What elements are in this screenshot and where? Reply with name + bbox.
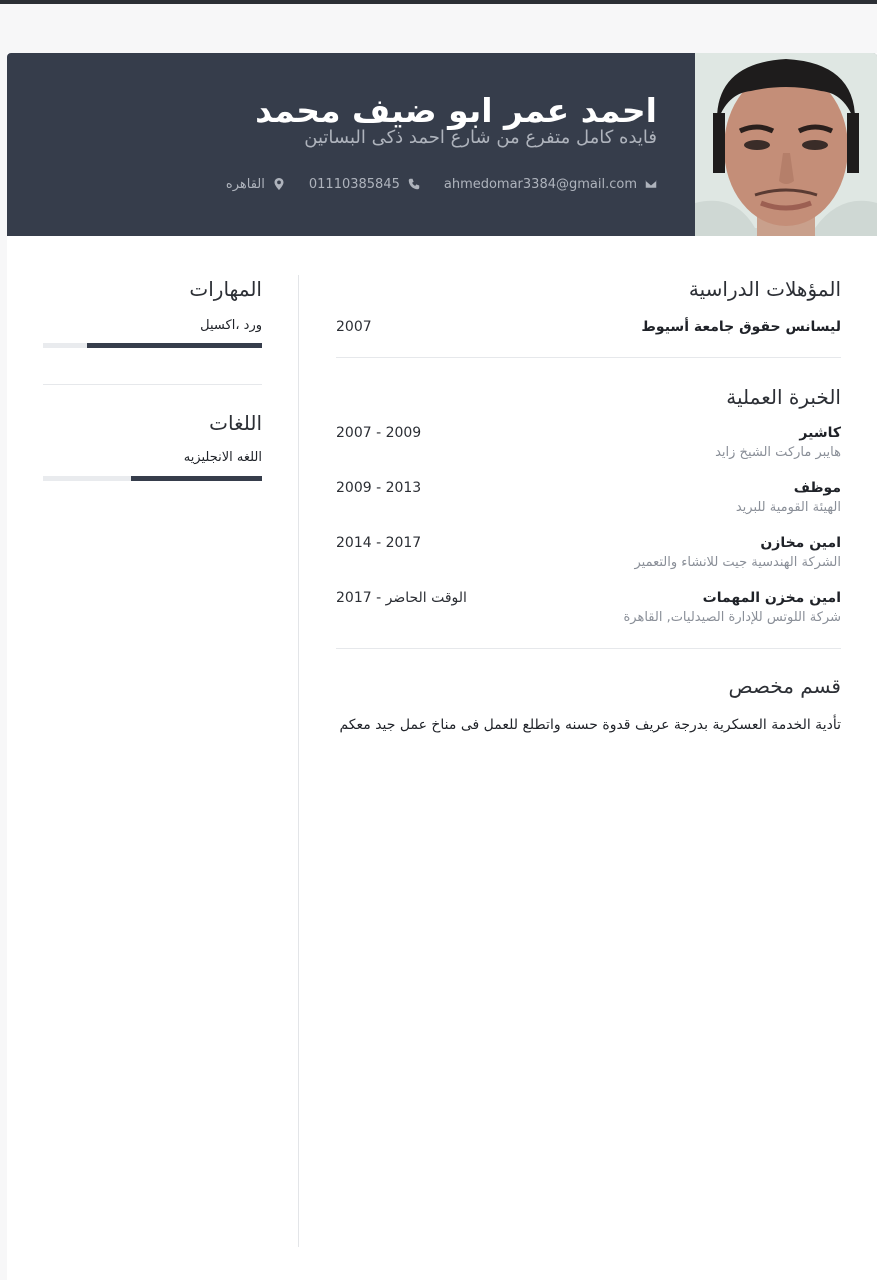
section-divider xyxy=(336,357,841,358)
map-marker-icon xyxy=(273,178,285,190)
custom-section-text: تأدية الخدمة العسكرية بدرجة عريف قدوة حسنه واتطلع للعمل فى مناخ عمل جيد معكم xyxy=(339,717,841,733)
experience-title: الخبرة العملية xyxy=(726,385,841,409)
resume-sheet xyxy=(7,53,877,1280)
envelope-icon xyxy=(645,178,657,190)
education-year: 2007 xyxy=(336,319,372,335)
contact-location xyxy=(226,177,285,192)
custom-section-title: قسم مخصص xyxy=(728,674,841,698)
experience-period: 2007 - 2009 xyxy=(336,425,422,441)
contact-list xyxy=(226,175,657,193)
contact-phone[interactable] xyxy=(309,177,420,192)
experience-period: 2014 - 2017 xyxy=(336,535,422,551)
skill-level-bar xyxy=(43,343,262,348)
education-degree: ليسانس حقوق جامعة أسيوط xyxy=(641,319,841,335)
person-address-subtitle: فايده كامل متفرع من شارع احمد ذكى البساتين xyxy=(304,127,657,148)
experience-item xyxy=(336,478,841,533)
resume-header xyxy=(7,53,877,236)
main-column xyxy=(336,275,841,736)
section-divider xyxy=(336,648,841,649)
experience-period: 2017 - الوقت الحاضر xyxy=(336,590,467,606)
column-divider xyxy=(298,275,299,1247)
experience-item xyxy=(336,533,841,588)
profile-photo xyxy=(695,53,877,236)
phone-icon xyxy=(408,178,420,190)
side-column xyxy=(43,275,262,481)
language-level-fill xyxy=(131,476,262,481)
education-title: المؤهلات الدراسية xyxy=(688,277,841,301)
experience-period: 2009 - 2013 xyxy=(336,480,422,496)
contact-phone-text: 01110385845 xyxy=(308,176,400,192)
languages-title: اللغات xyxy=(209,411,262,435)
contact-email-text: ahmedomar3384@gmail.com xyxy=(443,176,637,192)
language-level-bar xyxy=(43,476,262,481)
skills-title: المهارات xyxy=(189,277,262,301)
experience-role: موظف xyxy=(793,480,841,496)
person-name: احمد عمر ابو ضيف محمد xyxy=(255,91,657,130)
experience-company: الشركة الهندسية جيت للانشاء والتعمير xyxy=(634,555,841,570)
education-item xyxy=(336,317,841,357)
skill-level-fill xyxy=(87,343,262,348)
experience-item xyxy=(336,588,841,638)
experience-role: امين مخزن المهمات xyxy=(702,590,841,606)
experience-company: شركة اللوتس للإدارة الصيدليات, القاهرة xyxy=(623,610,841,625)
contact-email[interactable] xyxy=(444,177,657,192)
experience-company: الهيئة القومية للبريد xyxy=(735,500,841,515)
section-divider xyxy=(43,384,262,385)
skill-name: ورد ،اكسيل xyxy=(200,318,262,333)
language-name: اللغه الانجليزيه xyxy=(183,450,262,465)
experience-company: هايبر ماركت الشيخ زايد xyxy=(715,445,841,460)
contact-location-text: القاهره xyxy=(225,176,265,192)
experience-role: كاشير xyxy=(799,425,841,441)
experience-role: امين مخازن xyxy=(760,535,841,551)
top-status-bar xyxy=(0,0,877,4)
experience-item xyxy=(336,423,841,478)
